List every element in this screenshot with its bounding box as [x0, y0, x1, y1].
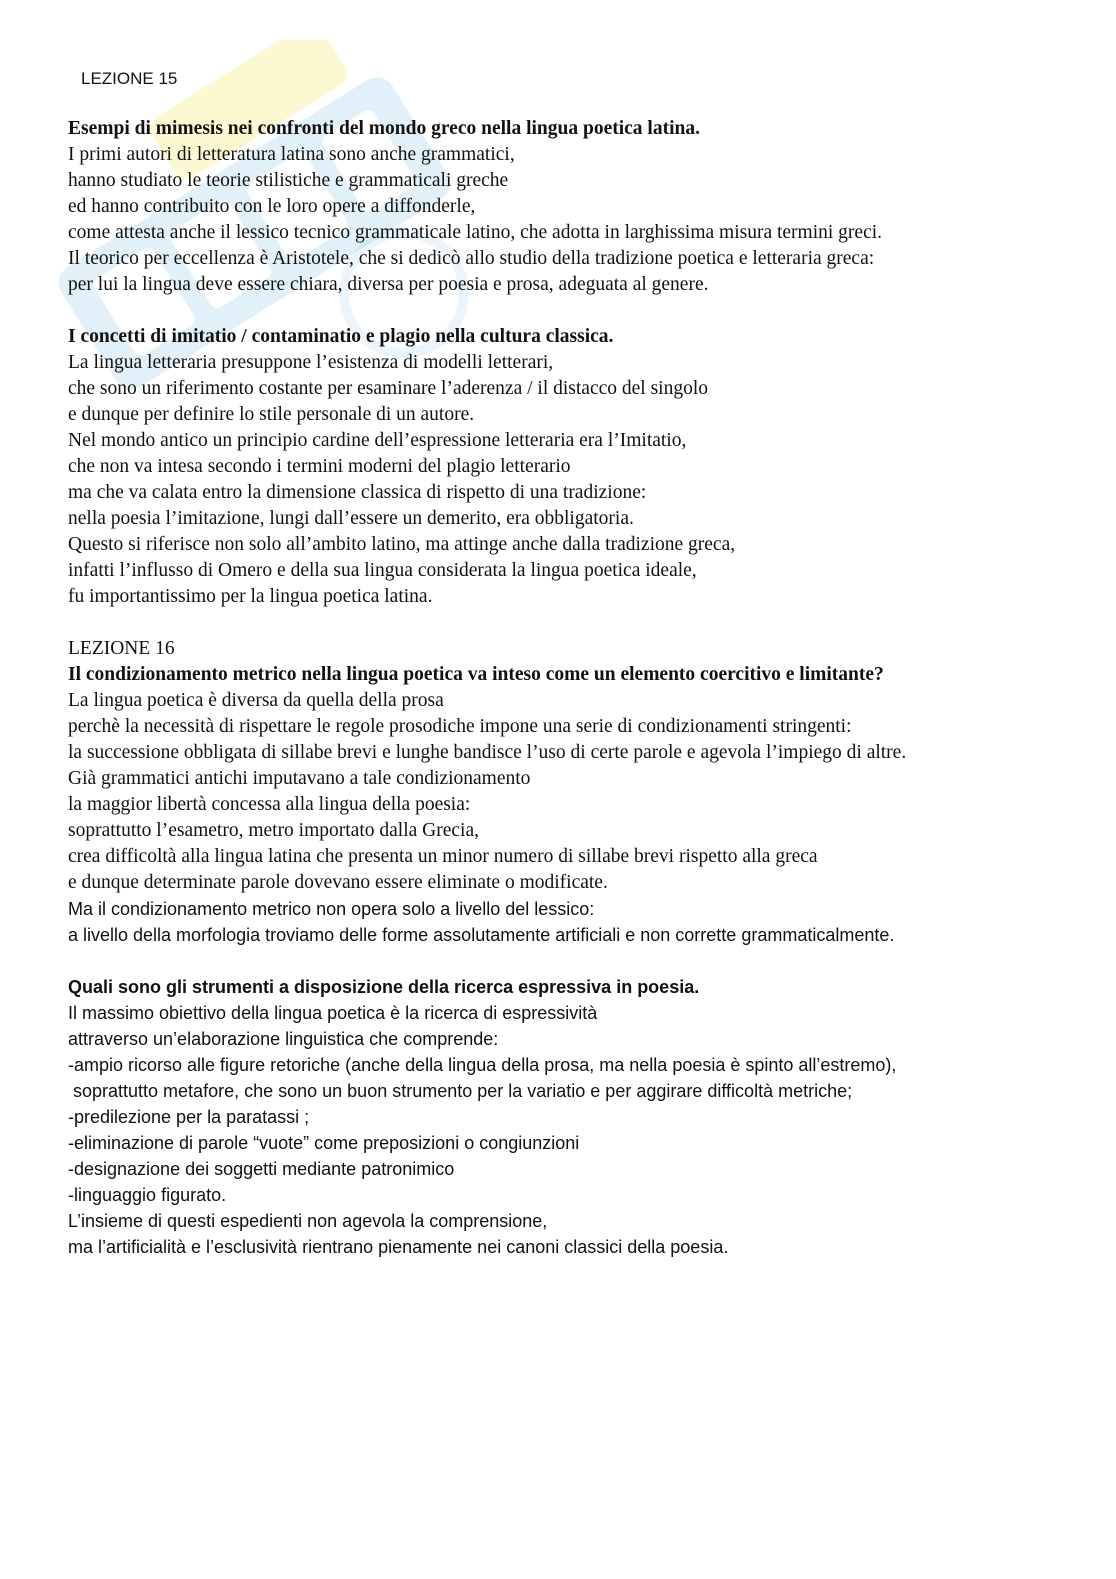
- section-heading: Esempi di mimesis nei confronti del mondo greco nella lingua poetica latina.: [68, 118, 700, 139]
- paragraph-line: I primi autori di letteratura latina sono anche grammatici,: [68, 144, 515, 165]
- paragraph-line: a livello della morfologia troviamo delle forme assolutamente artificiali e non corrette grammaticalmente.: [68, 925, 895, 945]
- lesson-15-section-1: [68, 116, 1068, 298]
- document-page: [68, 66, 1068, 1260]
- lesson-16-section-1: [68, 636, 1068, 896]
- paragraph-line: soprattutto l’esametro, metro importato dalla Grecia,: [68, 820, 479, 841]
- paragraph-line: nella poesia l’imitazione, lungi dall’essere un demerito, era obbligatoria.: [68, 508, 634, 529]
- paragraph-line: -ampio ricorso alle figure retoriche (anche della lingua della prosa, ma nella poesia è spinto all’estremo),: [68, 1055, 897, 1075]
- paragraph-line: Il massimo obiettivo della lingua poetica è la ricerca di espressività: [68, 1003, 598, 1023]
- lesson-16-label: LEZIONE 16: [68, 638, 175, 659]
- paragraph-line: L’insieme di questi espedienti non agevola la comprensione,: [68, 1211, 548, 1231]
- paragraph-line: Ma il condizionamento metrico non opera solo a livello del lessico:: [68, 899, 595, 919]
- paragraph-line: -predilezione per la paratassi ;: [68, 1107, 310, 1127]
- paragraph-line: la successione obbligata di sillabe brevi e lunghe bandisce l’uso di certe parole e agevola l’impiego di altre.: [68, 742, 907, 763]
- section-heading: I concetti di imitatio / contaminatio e plagio nella cultura classica.: [68, 326, 614, 347]
- section-heading: Il condizionamento metrico nella lingua poetica va inteso come un elemento coercitivo e limitante?: [68, 664, 884, 685]
- paragraph-line: ma che va calata entro la dimensione classica di rispetto di una tradizione:: [68, 482, 647, 503]
- paragraph-line: La lingua letteraria presuppone l’esistenza di modelli letterari,: [68, 352, 554, 373]
- paragraph-line: perchè la necessità di rispettare le regole prosodiche impone una serie di condizionamenti stringenti:: [68, 716, 852, 737]
- paragraph-line: ed hanno contribuito con le loro opere a diffonderle,: [68, 196, 476, 217]
- paragraph-line: Già grammatici antichi imputavano a tale condizionamento: [68, 768, 531, 789]
- paragraph-line: fu importantissimo per la lingua poetica latina.: [68, 586, 433, 607]
- paragraph-line: ma l’artificialità e l’esclusività rientrano pienamente nei canoni classici della poesia.: [68, 1237, 729, 1257]
- section-heading: Quali sono gli strumenti a disposizione della ricerca espressiva in poesia.: [68, 977, 700, 997]
- paragraph-line: crea difficoltà alla lingua latina che presenta un minor numero di sillabe brevi rispetto alla greca: [68, 846, 818, 867]
- paragraph-line: infatti l’influsso di Omero e della sua lingua considerata la lingua poetica ideale,: [68, 560, 697, 581]
- paragraph-line: e dunque per definire lo stile personale di un autore.: [68, 404, 475, 425]
- lesson-16-section-1-continued: [68, 896, 1068, 948]
- paragraph-line: -designazione dei soggetti mediante patronimico: [68, 1159, 455, 1179]
- paragraph-line: -linguaggio figurato.: [68, 1185, 227, 1205]
- paragraph-line: la maggior libertà concessa alla lingua della poesia:: [68, 794, 471, 815]
- paragraph-line: soprattutto metafore, che sono un buon strumento per la variatio e per aggirare difficoltà metriche;: [68, 1081, 853, 1101]
- lesson-16-section-2: [68, 974, 1068, 1260]
- paragraph-line: La lingua poetica è diversa da quella della prosa: [68, 690, 444, 711]
- paragraph-line: per lui la lingua deve essere chiara, diversa per poesia e prosa, adeguata al genere.: [68, 274, 709, 295]
- paragraph-line: -eliminazione di parole “vuote” come preposizioni o congiunzioni: [68, 1133, 580, 1153]
- paragraph-line: e dunque determinate parole dovevano essere eliminate o modificate.: [68, 872, 608, 893]
- lesson-15-label: LEZIONE 15: [81, 69, 178, 88]
- paragraph-line: Questo si riferisce non solo all’ambito latino, ma attinge anche dalla tradizione greca,: [68, 534, 736, 555]
- paragraph-line: che non va intesa secondo i termini moderni del plagio letterario: [68, 456, 571, 477]
- paragraph-line: Nel mondo antico un principio cardine dell’espressione letteraria era l’Imitatio,: [68, 430, 687, 451]
- lesson-15-section-2: [68, 324, 1068, 610]
- paragraph-line: attraverso un’elaborazione linguistica che comprende:: [68, 1029, 499, 1049]
- paragraph-line: Il teorico per eccellenza è Aristotele, che si dedicò allo studio della tradizione poetica e letteraria greca:: [68, 248, 875, 269]
- paragraph-line: hanno studiato le teorie stilistiche e grammaticali greche: [68, 170, 509, 191]
- paragraph-line: come attesta anche il lessico tecnico grammaticale latino, che adotta in larghissima misura termini greci.: [68, 222, 883, 243]
- paragraph-line: che sono un riferimento costante per esaminare l’aderenza / il distacco del singolo: [68, 378, 709, 399]
